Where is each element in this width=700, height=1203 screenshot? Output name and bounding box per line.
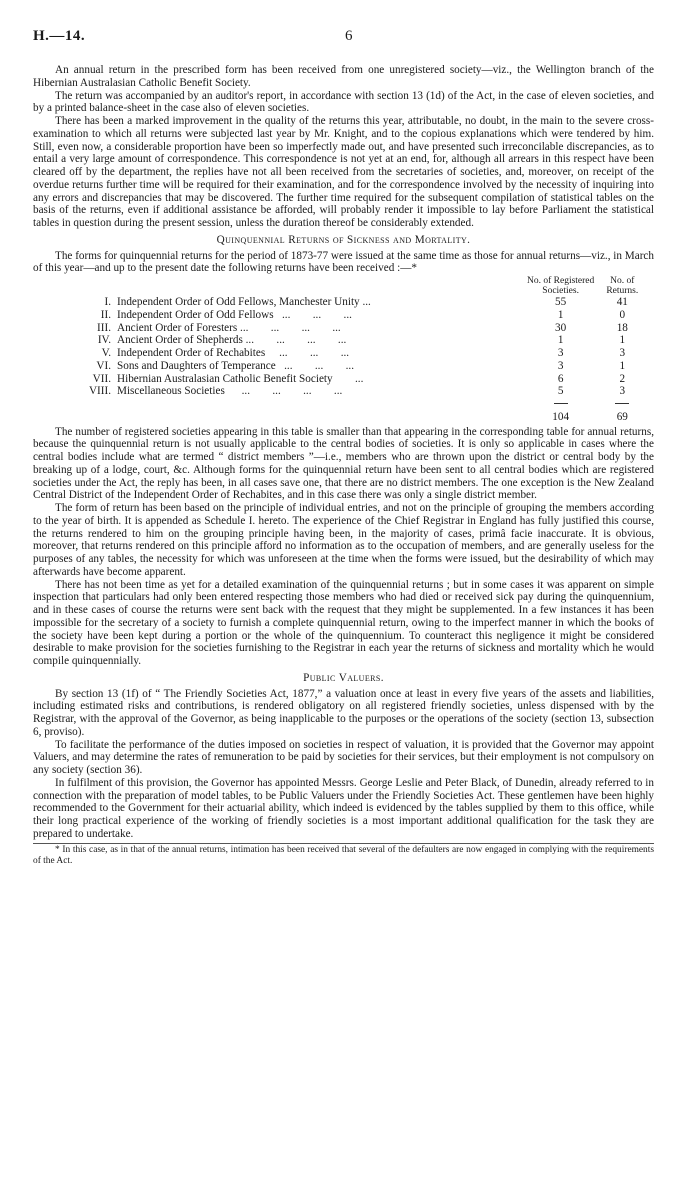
section-heading	[33, 672, 654, 685]
column-header-registered-sub: Societies.	[542, 286, 579, 296]
leader-dots: ... ... ...	[275, 359, 355, 372]
section-heading-text: Public Valuers.	[303, 671, 384, 684]
paragraph: An annual return in the prescribed form has been received from one unregistered society—viz., the Wellington branch of the Hibernian Australasian Catholic Benefit Society.	[33, 64, 654, 89]
row-number: VII.	[92, 372, 111, 385]
section-heading	[33, 234, 654, 247]
column-header-registered: No. of Registered	[527, 276, 595, 286]
row-registered: 3	[557, 359, 564, 372]
section-heading-text: Quinquennial Returns of Sickness and Mortality.	[216, 233, 471, 246]
document-reference: H.—14.	[33, 28, 86, 44]
table-row	[73, 296, 650, 309]
row-returns: 2	[619, 372, 626, 385]
row-name: Sons and Daughters of Temperance ... ... ...	[117, 359, 355, 372]
row-number: II.	[100, 308, 111, 321]
row-registered: 55	[555, 296, 567, 308]
total-rule	[615, 403, 629, 407]
total-registered: 104	[552, 410, 570, 423]
row-number: IV.	[97, 334, 111, 347]
table-row	[73, 360, 650, 373]
row-registered: 1	[557, 308, 564, 321]
row-returns: 41	[616, 296, 628, 308]
column-header-returns: No. of	[610, 276, 635, 286]
leader-dots: ... ... ...	[273, 308, 352, 321]
returns-table	[73, 276, 650, 424]
table-row	[73, 373, 650, 386]
row-returns: 0	[619, 308, 626, 321]
column-header-returns-sub: Returns.	[606, 286, 639, 296]
footnote: * In this case, as in that of the annual returns, intimation has been received that several of the defaulters are now engaged in complying with the requirements of the Act.	[33, 844, 654, 866]
row-name: Independent Order of Odd Fellows ... ... ...	[117, 308, 352, 321]
table-row	[73, 309, 650, 322]
row-name: Ancient Order of Foresters ... ... ... ...	[117, 321, 341, 334]
leader-dots: ... ... ...	[248, 321, 341, 334]
row-name: Ancient Order of Shepherds ... ... ... ...	[117, 334, 347, 347]
leader-dots: ...	[332, 372, 364, 385]
row-name: Independent Order of Odd Fellows, Manchester Unity ...	[117, 296, 371, 308]
leader-dots: ... ... ... ...	[224, 385, 343, 398]
table-header-row	[73, 276, 650, 286]
row-name: Independent Order of Rechabites ... ... ...	[117, 347, 350, 359]
row-number: I.	[104, 296, 111, 308]
paragraph: The form of return has been based on the principle of individual entries, and not on the principle of grouping the members according to the year of birth. It is appended as Schedule I. hereto. The experience of the Chief Registrar in England has fully justified this course, the returns rendered to him on the grouping principle having been, in the majority of cases, primâ facie inaccurate. It is obvious, moreover, that returns rendered on this principle afford no information as to the occupation of members, and are generally useless for the purposes of any tables, the necessity for which was unforeseen at the time when the forms were issued, but the desirability of which may afterwards have become apparent.	[33, 502, 654, 578]
table-row	[73, 347, 650, 360]
paragraph: The number of registered societies appearing in this table is smaller than that appearing in the corresponding table for annual returns, because the quinquennial return is not usually applicable to the central bodies of societies. It is only so applicable in cases where the central bodies include what are termed “ district members ”—i.e., members who are thrown upon the district or central body by the breaking up of a lodge, court, &c. Although forms for the quinquennial return have been sent to all central bodies which are registered societies under the Act, the reply has been, in all cases save one, that there are no district members. The one exception is the New Zealand Central District of the Independent Order of Rechabites, and in this case there was only a single district member.	[33, 425, 654, 502]
row-returns: 3	[619, 347, 626, 359]
row-returns: 18	[616, 321, 628, 334]
paragraph: In fulfilment of this provision, the Governor has appointed Messrs. George Leslie and Peter Black, of Dunedin, already referred to in connection with the preparation of model tables, to be Public Valuers under the Friendly Societies Act. These gentlemen have been highly recommended to the Government for their actuarial ability, which indeed is evidenced by the tables supplied by them to this office, while their long practical experience of the working of friendly societies is a most important additional qualification for the task they are prepared to undertake.	[33, 776, 654, 840]
leader-dots: ...	[359, 296, 371, 308]
total-rule	[554, 403, 568, 407]
paragraph: By section 13 (1f) of “ The Friendly Societies Act, 1877,” a valuation once at least in every five years of the assets and liabilities, including estimated risks and contributions, is rendered obligatory on all registered friendly societies, unless dispensed with by the Registrar, with the approval of the Governor, as being inapplicable to the purposes or the operations of the society (section 13, subsection 6, proviso).	[33, 687, 654, 738]
paragraph: There has not been time as yet for a detailed examination of the quinquennial returns ; but in some cases it was apparent on simple inspection that particulars had only been entered respecting those members who had died or received sick pay during the quinquennium, and in these cases of course the returns were sent back with the request that they might be supplemented. In a few instances it has been impossible for the secretary of a society to furnish a complete quinquennial return, owing to the imperfect manner in which the books of the society have been kept during a portion or the whole of the quinquennium. To counteract this negligence it might be considered desirable to make provision for the societies furnishing to the Registrar in each year the returns of sickness and mortality which he would compile quinquennially.	[33, 578, 654, 667]
row-name: Miscellaneous Societies ... ... ... ...	[117, 385, 343, 398]
row-number: VIII.	[88, 385, 111, 398]
table-row	[73, 385, 650, 398]
paragraph: The forms for quinquennial returns for the period of 1873-77 were issued at the same time as those for annual returns—viz., in March of this year—and up to the present date the following returns have been received :—*	[33, 249, 654, 275]
leader-dots: ... ... ...	[265, 347, 350, 359]
footnote-divider	[33, 843, 654, 844]
paragraph: There has been a marked improvement in the quality of the returns this year, attributable, no doubt, in the main to the severe cross-examination to which all returns were subjected last year by Mr. Knight, and to the copious explanations which were tendered by him. Still, even now, a considerable proportion have been so imperfectly made out, and have presented such irreconcilable discrepancies, as to entail a very large amount of correspondence. This correspondence is not yet at an end, for, although all arrears in this respect have been cleared off by the department, the replies have not all been received from the secretaries of societies, and, moreover, on receipt of the overdue returns further time will be required for their examination, and for the correspondence involved by the necessity of inquiring into any errors and discrepancies that may be discovered. The further time required for the subsequent compilation of statistical tables on the basis of the returns, even if additional assistance be afforded, will probably render it impossible to lay before Parliament the statistical tables in question during the present session, unless the duration thereof be considerably extended.	[33, 115, 654, 229]
page-number: 6	[345, 28, 353, 44]
row-registered: 6	[557, 372, 564, 385]
row-returns: 1	[619, 359, 626, 372]
row-name: Hibernian Australasian Catholic Benefit Society ...	[117, 372, 364, 385]
row-registered: 3	[557, 347, 564, 359]
row-registered: 1	[557, 334, 564, 347]
row-number: V.	[101, 347, 111, 359]
row-number: VI.	[96, 359, 111, 372]
total-returns: 69	[616, 410, 628, 423]
row-number: III.	[97, 321, 111, 334]
row-registered: 30	[555, 321, 567, 334]
table-header-row	[73, 286, 650, 296]
table-total-row	[73, 411, 650, 424]
table-row	[73, 322, 650, 335]
total-rule-row	[73, 398, 650, 411]
row-returns: 1	[619, 334, 626, 347]
leader-dots: ... ... ...	[254, 334, 347, 347]
document-page	[33, 30, 654, 867]
paragraph: The return was accompanied by an auditor's report, in accordance with section 13 (1d) of the Act, in the case of eleven societies, and by a printed balance-sheet in the case also of eleven societies.	[33, 89, 654, 115]
table-row	[73, 334, 650, 347]
row-registered: 5	[557, 385, 564, 398]
row-returns: 3	[619, 385, 626, 398]
page-header	[33, 30, 654, 48]
paragraph: To facilitate the performance of the duties imposed on societies in respect of valuation, it is provided that the Governor may appoint Valuers, and may determine the rates of remuneration to be paid by societies for their services, but their employment is not compulsory on any society (section 36).	[33, 738, 654, 776]
